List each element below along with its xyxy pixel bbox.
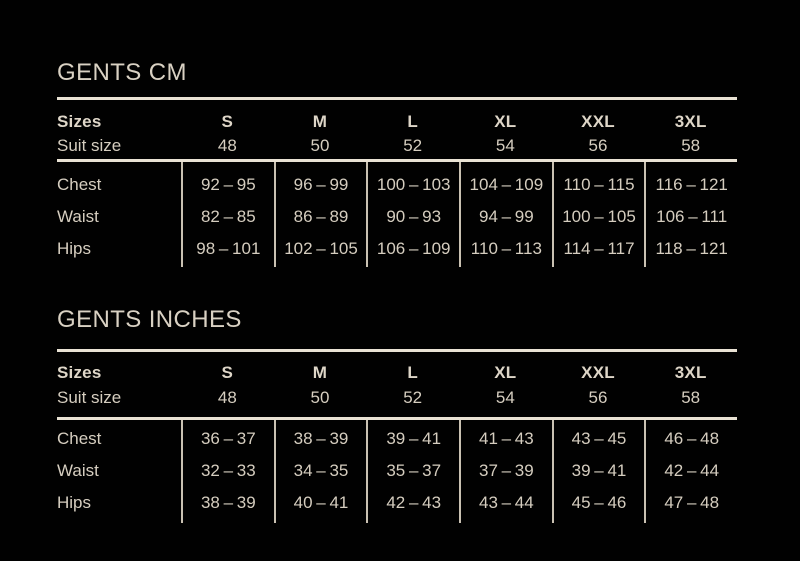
sizes-header-row [57,113,737,131]
value-cell: 47 – 48 [664,493,720,512]
value-cell: 34 – 35 [293,461,349,480]
value-cell: 42 – 43 [386,493,442,512]
value-cell: 38 – 39 [200,493,256,512]
header-cell: XL [494,112,517,131]
header-cell: S [221,363,234,382]
value-cell: 110 – 113 [470,239,542,258]
suit-size-cell: 50 [310,136,330,155]
value-cell: 40 – 41 [293,493,349,512]
value-cell: 45 – 46 [571,493,627,512]
row-labels-column [57,420,181,523]
suit-size-cell: 52 [403,136,423,155]
suit-size-label: Suit size [57,388,122,407]
suit-size-cell: 58 [681,136,701,155]
gents-inches-table [57,307,737,527]
header-cell: S [221,112,234,131]
value-cell: 106 – 111 [656,207,728,226]
value-cell: 43 – 45 [571,429,627,448]
row-label: Waist [57,461,99,480]
size-column-s [181,162,274,267]
value-cell: 39 – 41 [386,429,442,448]
row-label: Hips [57,239,92,258]
size-column-xl [459,162,552,267]
size-column-m [274,420,367,523]
row-label: Waist [57,207,99,226]
value-cell: 92 – 95 [200,175,256,194]
size-column-s [181,420,274,523]
value-cell: 37 – 39 [478,461,534,480]
value-cell: 106 – 109 [376,239,451,258]
value-cell: 114 – 117 [563,239,635,258]
size-column-xl [459,420,552,523]
suit-size-cell: 48 [217,388,237,407]
value-cell: 96 – 99 [293,175,349,194]
value-cell: 39 – 41 [571,461,627,480]
row-label: Chest [57,429,102,448]
size-column-3xl [644,162,737,267]
suit-size-cell: 50 [310,388,330,407]
suit-size-row [57,389,737,407]
value-cell: 42 – 44 [664,461,720,480]
header-cell: XL [494,363,517,382]
suit-size-label: Suit size [57,136,122,155]
suit-size-cell: 52 [403,388,423,407]
table-title: GENTS INCHES [57,306,242,333]
suit-size-cell: 58 [681,388,701,407]
value-cell: 41 – 43 [478,429,534,448]
header-cell: 3XL [674,363,707,382]
value-cell: 32 – 33 [200,461,256,480]
value-cell: 102 – 105 [284,239,358,258]
value-cell: 35 – 37 [386,461,442,480]
suit-size-row [57,137,737,155]
size-column-l [366,162,459,267]
suit-size-cell: 54 [495,136,515,155]
sizes-header-label: Sizes [57,112,102,131]
value-cell: 82 – 85 [200,207,256,226]
header-cell: L [407,112,418,131]
measurements-body [57,420,737,523]
value-cell: 90 – 93 [386,207,442,226]
size-column-l [366,420,459,523]
row-labels-column [57,162,181,267]
value-cell: 118 – 121 [655,239,728,258]
gents-cm-table [57,60,737,270]
value-cell: 98 – 101 [196,239,261,258]
size-column-3xl [644,420,737,523]
horizontal-divider [57,349,737,352]
value-cell: 94 – 99 [478,207,534,226]
header-cell: L [407,363,418,382]
header-cell: XXL [581,112,615,131]
header-cell: M [312,363,328,382]
size-column-xxl [552,162,645,267]
size-column-m [274,162,367,267]
sizes-header-label: Sizes [57,363,102,382]
suit-size-cell: 56 [588,388,608,407]
header-cell: XXL [581,363,615,382]
header-cell: M [312,112,328,131]
value-cell: 100 – 103 [376,175,451,194]
value-cell: 38 – 39 [293,429,349,448]
sizes-header-row [57,364,737,382]
suit-size-cell: 48 [217,136,237,155]
measurements-body [57,162,737,267]
row-label: Chest [57,175,102,194]
value-cell: 46 – 48 [664,429,720,448]
horizontal-divider [57,97,737,100]
suit-size-cell: 54 [495,388,515,407]
value-cell: 104 – 109 [469,175,544,194]
value-cell: 100 – 105 [562,207,636,226]
value-cell: 116 – 121 [655,175,728,194]
value-cell: 36 – 37 [200,429,256,448]
value-cell: 110 – 115 [563,175,635,194]
size-column-xxl [552,420,645,523]
header-cell: 3XL [674,112,707,131]
value-cell: 86 – 89 [293,207,349,226]
table-title: GENTS CM [57,59,187,86]
suit-size-cell: 56 [588,136,608,155]
row-label: Hips [57,493,92,512]
value-cell: 43 – 44 [478,493,534,512]
